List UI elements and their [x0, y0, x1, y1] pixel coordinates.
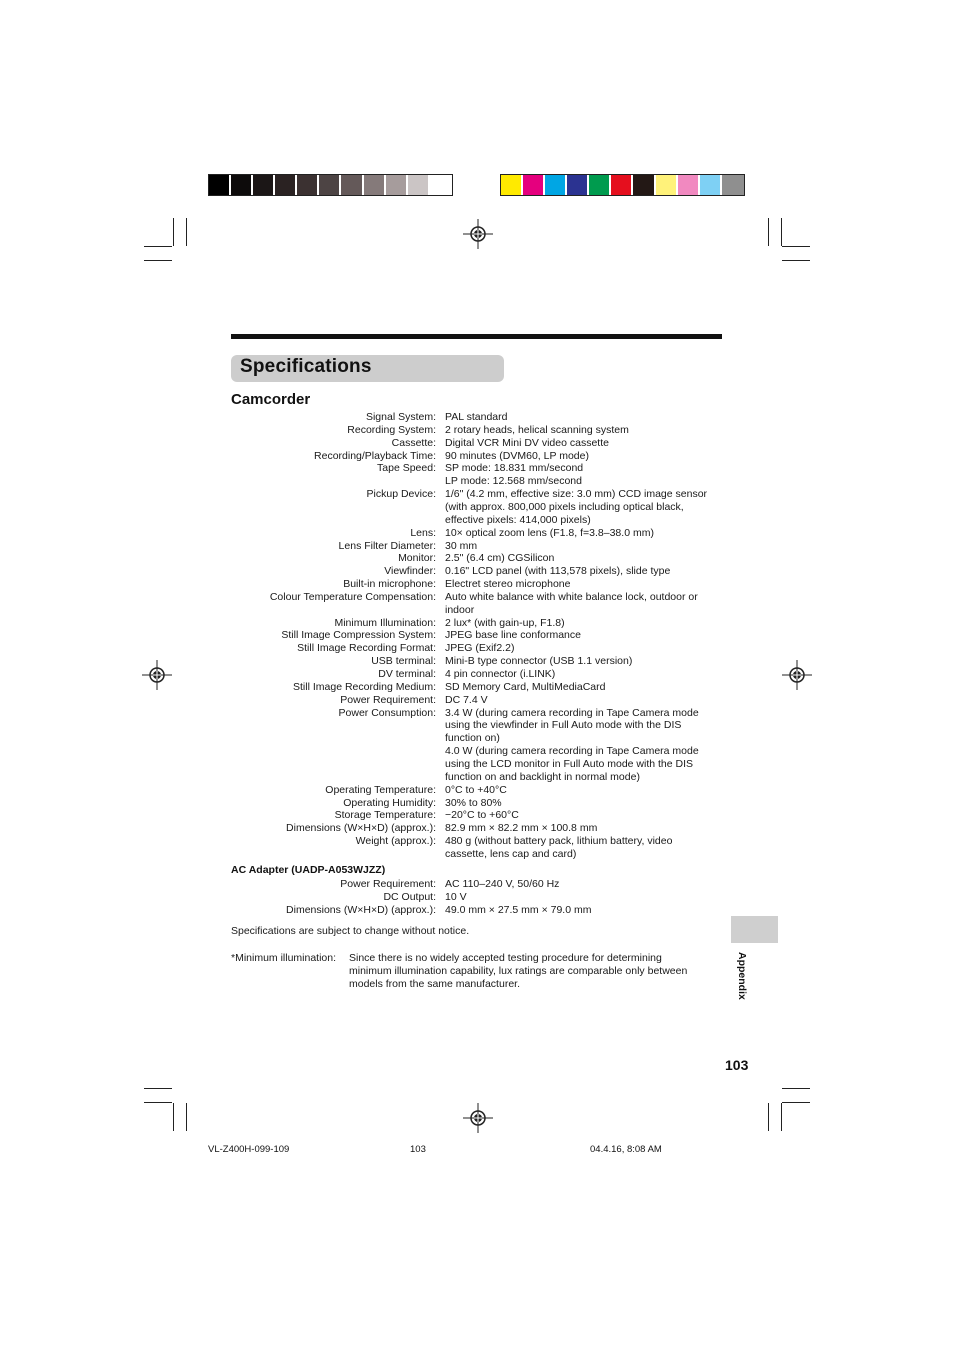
spec-value: 2 rotary heads, helical scanning system: [445, 423, 629, 436]
crop-mark: [768, 1103, 769, 1131]
color-swatch: [633, 175, 655, 195]
spec-label: Weight (approx.):: [355, 835, 436, 848]
illumination-note-line: minimum illumination capability, lux ratings are comparable only between: [349, 964, 688, 977]
spec-label: Still Image Recording Format:: [297, 642, 436, 655]
spec-label: Signal System:: [365, 411, 436, 423]
spec-value: cassette, lens cap and card): [445, 847, 577, 860]
section-heading: Camcorder: [231, 391, 311, 408]
spec-value: DC 7.4 V: [445, 693, 488, 706]
color-bar: [500, 174, 745, 196]
registration-mark-icon: [782, 660, 812, 690]
spec-label: Recording System:: [347, 423, 436, 436]
spec-label: DC Output:: [383, 890, 436, 903]
adapter-heading: AC Adapter (UADP-A053WJZZ): [231, 864, 386, 876]
spec-label: Viewfinder:: [384, 565, 436, 578]
grayscale-bar: [208, 174, 453, 196]
spec-label: Pickup Device:: [366, 488, 436, 501]
color-swatch: [231, 175, 253, 195]
footer-file-id: VL-Z400H-099-109: [208, 1144, 290, 1155]
spec-value: (with approx. 800,000 pixels including optical black,: [445, 500, 684, 513]
spec-value: 10 V: [445, 890, 467, 903]
color-swatch: [408, 175, 430, 195]
color-swatch: [364, 175, 386, 195]
spec-value: 1/6" (4.2 mm, effective size: 3.0 mm) CCD image sensor: [445, 488, 708, 501]
spec-label: Lens Filter Diameter:: [338, 539, 436, 552]
crop-mark: [186, 218, 187, 246]
spec-label: USB terminal:: [371, 655, 436, 668]
color-swatch: [386, 175, 408, 195]
spec-value: PAL standard: [445, 411, 508, 423]
color-swatch: [253, 175, 275, 195]
spec-label: Power Consumption:: [338, 706, 436, 719]
spec-value: 480 g (without battery pack, lithium battery, video: [445, 835, 673, 848]
spec-label: Monitor:: [398, 552, 436, 565]
crop-mark: [173, 1103, 174, 1131]
spec-label: Minimum Illumination:: [334, 616, 436, 629]
crop-mark: [768, 218, 769, 246]
page-title: Specifications: [240, 356, 372, 377]
color-swatch: [589, 175, 611, 195]
spec-value: 10× optical zoom lens (F1.8, f=3.8–38.0 mm): [445, 526, 654, 539]
appendix-tab: [731, 916, 778, 943]
color-swatch: [209, 175, 231, 195]
color-swatch: [722, 175, 744, 195]
color-swatch: [501, 175, 523, 195]
spec-label: Still Image Compression System:: [281, 629, 436, 642]
footer-page: 103: [410, 1144, 426, 1155]
illumination-note-line: Since there is no widely accepted testing procedure for determining: [349, 952, 662, 964]
spec-label: Power Requirement:: [340, 878, 436, 890]
spec-value: effective pixels: 414,000 pixels): [445, 513, 591, 526]
spec-label: Dimensions (W×H×D) (approx.):: [286, 822, 436, 835]
color-swatch: [567, 175, 589, 195]
spec-label: DV terminal:: [378, 668, 436, 680]
spec-value: 0.16" LCD panel (with 113,578 pixels), slide type: [445, 565, 671, 578]
spec-value: LP mode: 12.568 mm/second: [445, 475, 582, 488]
title-rule: [231, 334, 722, 339]
spec-value: function on): [445, 732, 500, 745]
crop-mark: [781, 218, 782, 246]
spec-label: Operating Temperature:: [325, 783, 436, 796]
spec-value: −20°C to +60°C: [445, 809, 519, 822]
crop-mark: [782, 260, 810, 261]
spec-value: 4 pin connector (i.LINK): [445, 668, 556, 680]
spec-value: 2.5" (6.4 cm) CGSilicon: [445, 552, 555, 565]
illumination-note-line: models from the same manufacturer.: [349, 977, 520, 990]
crop-mark: [144, 246, 172, 247]
spec-value: 30 mm: [445, 539, 478, 552]
crop-mark: [186, 1103, 187, 1131]
spec-label: Cassette:: [391, 436, 436, 449]
spec-value: using the LCD monitor in Full Auto mode with the DIS: [445, 757, 694, 770]
spec-label: Still Image Recording Medium:: [293, 680, 436, 693]
footer-timestamp: 04.4.16, 8:08 AM: [590, 1144, 662, 1155]
spec-value: 30% to 80%: [445, 796, 502, 809]
registration-mark-icon: [142, 660, 172, 690]
spec-value: 3.4 W (during camera recording in Tape Camera mode: [445, 706, 699, 719]
color-swatch: [523, 175, 545, 195]
spec-value: using the viewfinder in Full Auto mode with the DIS: [445, 719, 682, 732]
crop-mark: [781, 1103, 782, 1131]
color-swatch: [341, 175, 363, 195]
spec-value: Digital VCR Mini DV video cassette: [445, 436, 609, 449]
spec-value: Mini-B type connector (USB 1.1 version): [445, 655, 633, 668]
crop-mark: [782, 246, 810, 247]
spec-label: Operating Humidity:: [343, 796, 436, 809]
crop-mark: [144, 1088, 172, 1089]
spec-value: SD Memory Card, MultiMediaCard: [445, 680, 606, 693]
color-swatch: [275, 175, 297, 195]
spec-value: JPEG (Exif2.2): [445, 642, 515, 655]
registration-mark-icon: [463, 219, 493, 249]
crop-mark: [173, 218, 174, 246]
change-notice: Specifications are subject to change without notice.: [231, 925, 470, 937]
spec-value: 4.0 W (during camera recording in Tape Camera mode: [445, 745, 699, 758]
spec-label: Tape Speed:: [377, 462, 436, 475]
spec-label: Lens:: [410, 526, 436, 539]
spec-value: 2 lux* (with gain-up, F1.8): [445, 616, 565, 629]
registration-mark-icon: [463, 1103, 493, 1133]
color-swatch: [545, 175, 567, 195]
illumination-note-label: *Minimum illumination:: [231, 952, 337, 964]
spec-value: function on and backlight in normal mode): [445, 770, 640, 783]
spec-value: 90 minutes (DVM60, LP mode): [445, 449, 589, 462]
spec-label: Recording/Playback Time:: [314, 449, 436, 462]
crop-mark: [782, 1102, 810, 1103]
appendix-label: Appendix: [736, 952, 748, 1000]
spec-label: Built-in microphone:: [343, 578, 436, 591]
spec-value: 0°C to +40°C: [445, 783, 507, 796]
spec-value: SP mode: 18.831 mm/second: [445, 462, 584, 475]
crop-mark: [144, 1102, 172, 1103]
spec-value: AC 110–240 V, 50/60 Hz: [445, 878, 560, 890]
spec-value: 82.9 mm × 82.2 mm × 100.8 mm: [445, 822, 598, 835]
spec-value: indoor: [445, 603, 475, 616]
spec-label: Colour Temperature Compensation:: [269, 590, 436, 603]
color-swatch: [297, 175, 319, 195]
crop-mark: [144, 260, 172, 261]
page-number: 103: [725, 1057, 749, 1073]
spec-value: Auto white balance with white balance lock, outdoor or: [445, 590, 698, 603]
spec-value: 49.0 mm × 27.5 mm × 79.0 mm: [445, 903, 592, 916]
color-swatch: [319, 175, 341, 195]
color-swatch: [656, 175, 678, 195]
spec-value: Electret stereo microphone: [445, 578, 571, 591]
spec-value: JPEG base line conformance: [445, 629, 581, 642]
crop-mark: [782, 1088, 810, 1089]
spec-label: Storage Temperature:: [334, 809, 436, 822]
spec-label: Power Requirement:: [340, 693, 436, 706]
color-swatch: [611, 175, 633, 195]
color-swatch: [700, 175, 722, 195]
color-swatch: [678, 175, 700, 195]
color-swatch: [430, 175, 452, 195]
spec-label: Dimensions (W×H×D) (approx.):: [286, 903, 436, 916]
